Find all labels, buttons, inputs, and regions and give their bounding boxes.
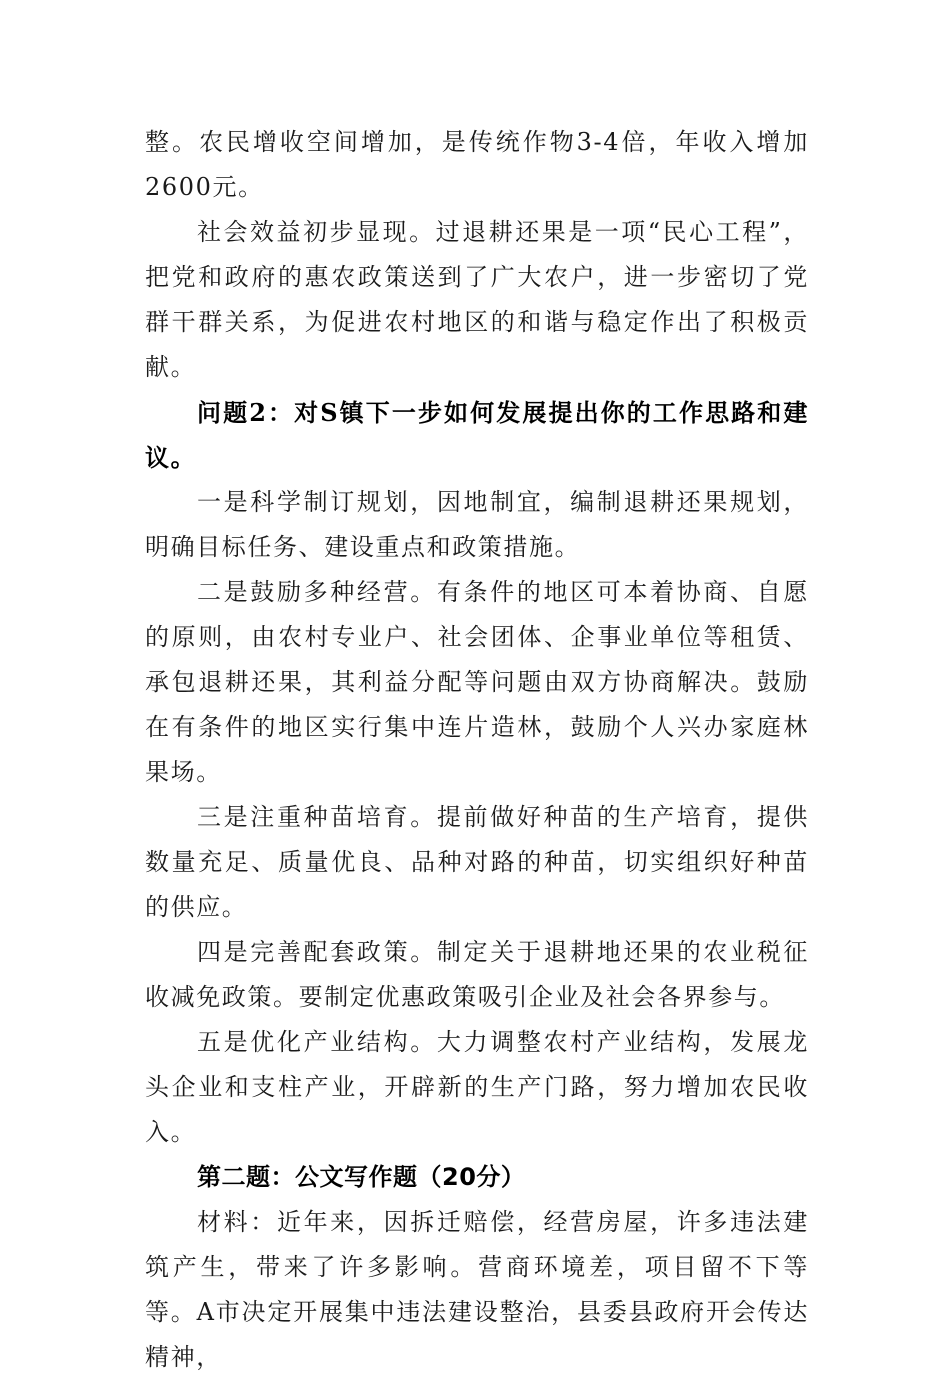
suggestion-4: 四是完善配套政策。制定关于退耕地还果的农业税征收减免政策。要制定优惠政策吸引企业及社会各界参与。 [145,938,809,1011]
section-2-heading: 第二题：公文写作题（20分） [197,1163,526,1191]
suggestion-3: 三是注重种苗培育。提前做好种苗的生产培育，提供数量充足、质量优良、品种对路的种苗，切实组织好种苗的供应。 [145,803,809,921]
question-2-heading: 问题2：对S镇下一步如何发展提出你的工作思路和建议。 [145,398,809,472]
paragraph-social-benefit: 社会效益初步显现。过退耕还果是一项“民心工程”，把党和政府的惠农政策送到了广大农户，进一步密切了党群干群关系，为促进农村地区的和谐与稳定作出了积极贡献。 [145,218,809,381]
paragraph-continuation: 整。农民增收空间增加，是传统作物3-4倍，年收入增加2600元。 [145,128,809,201]
document-body [145,120,809,1380]
suggestion-5: 五是优化产业结构。大力调整农村产业结构，发展龙头企业和支柱产业，开辟新的生产门路，努力增加农民收入。 [145,1028,809,1146]
suggestion-2: 二是鼓励多种经营。有条件的地区可本着协商、自愿的原则，由农村专业户、社会团体、企事业单位等租赁、承包退耕还果，其利益分配等问题由双方协商解决。鼓励在有条件的地区实行集中连片造林，鼓励个人兴办家庭林果场。 [145,578,809,786]
suggestion-1: 一是科学制订规划，因地制宜，编制退耕还果规划，明确目标任务、建设重点和政策措施。 [145,488,809,561]
material-paragraph: 材料：近年来，因拆迁赔偿，经营房屋，许多违法建筑产生，带来了许多影响。营商环境差，项目留不下等等。A市决定开展集中违法建设整治，县委县政府开会传达精神， [145,1208,809,1371]
